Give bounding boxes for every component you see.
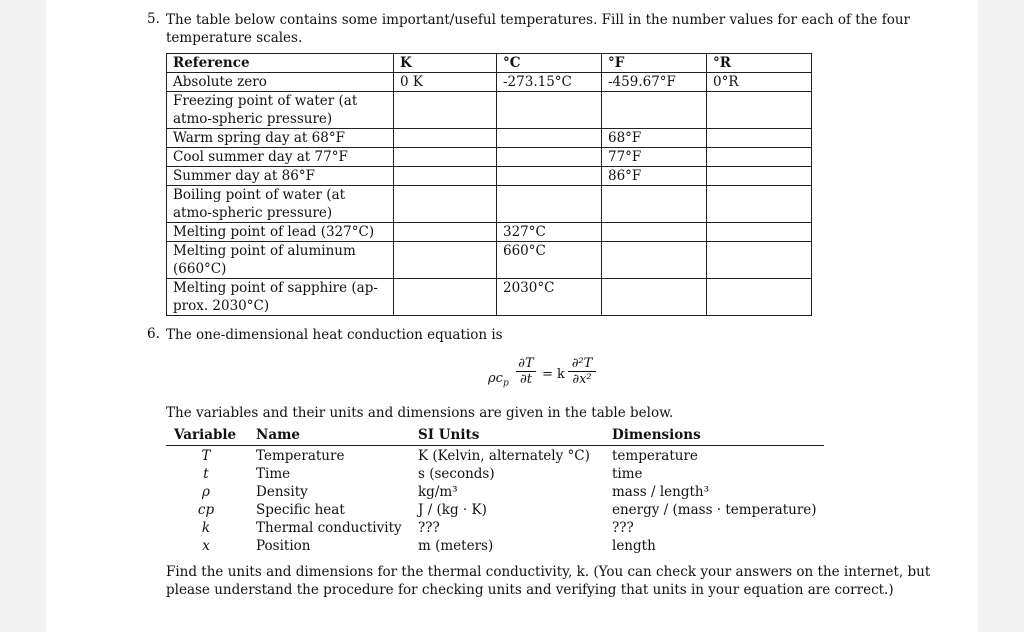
closing-paragraph: [166, 563, 966, 599]
variable-symbol: T: [201, 448, 211, 464]
variable-dims: mass / length³: [612, 484, 710, 500]
reference-cell: Melting point of lead (327°C): [167, 223, 394, 242]
kelvin-cell: [394, 186, 497, 223]
temperature-row: [167, 279, 812, 316]
variable-name: Position: [256, 538, 311, 554]
variable-symbol: ρ: [202, 484, 210, 500]
variable-row: [166, 483, 824, 501]
header-celsius: °C: [497, 54, 602, 73]
variable-dims: temperature: [612, 448, 698, 464]
variable-symbol: x: [202, 538, 210, 554]
kelvin-cell: [394, 167, 497, 186]
variable-name: Temperature: [256, 448, 345, 464]
rankine-cell: [707, 92, 812, 129]
reference-cell: Summer day at 86°F: [167, 167, 394, 186]
celsius-cell: 2030°C: [497, 279, 602, 316]
header-name: Name: [256, 427, 300, 443]
reference-cell: Cool summer day at 77°F: [167, 148, 394, 167]
equation-rhs-fraction: [568, 356, 596, 387]
variable-row: [166, 447, 824, 465]
equation-equals: = k: [542, 367, 565, 382]
variable-units: K (Kelvin, alternately °C): [418, 448, 590, 464]
closing-line-2: please understand the procedure for checking units and verifying that units in your equation are correct.): [166, 582, 894, 598]
rankine-cell: 0°R: [707, 73, 812, 92]
kelvin-cell: [394, 223, 497, 242]
kelvin-cell: 0 K: [394, 73, 497, 92]
variable-row: [166, 465, 824, 483]
question-5-number: 5.: [147, 11, 160, 27]
fahrenheit-cell: 77°F: [602, 148, 707, 167]
equation-rho-c: ρc: [488, 371, 503, 386]
kelvin-cell: [394, 242, 497, 279]
rankine-cell: [707, 148, 812, 167]
document-page: [46, 0, 978, 632]
equation-rhs-denominator: ∂x²: [572, 372, 592, 387]
celsius-cell: [497, 92, 602, 129]
equation-subscript-p: p: [502, 378, 509, 389]
variable-name: Specific heat: [256, 502, 345, 518]
equation-lhs-denominator: ∂t: [520, 372, 532, 387]
rankine-cell: [707, 223, 812, 242]
celsius-cell: [497, 148, 602, 167]
celsius-cell: -273.15°C: [497, 73, 602, 92]
fahrenheit-cell: [602, 92, 707, 129]
variable-dims: time: [612, 466, 643, 482]
rankine-cell: [707, 242, 812, 279]
reference-cell: Melting point of sapphire (ap-prox. 2030°C): [167, 279, 394, 316]
temperature-row: [167, 129, 812, 148]
reference-cell: Boiling point of water (at atmo-spheric pressure): [167, 186, 394, 223]
rankine-cell: [707, 167, 812, 186]
variable-row: [166, 501, 824, 519]
header-variable: Variable: [174, 427, 237, 443]
temperature-row: [167, 223, 812, 242]
temperature-row: [167, 148, 812, 167]
question-5-text: [166, 11, 956, 47]
fahrenheit-cell: [602, 223, 707, 242]
question-5-line-1: The table below contains some important/useful temperatures. Fill in the number values for each of the four: [166, 12, 910, 28]
equation-equals-k: [542, 367, 565, 382]
variable-name: Thermal conductivity: [256, 520, 402, 536]
fahrenheit-cell: [602, 279, 707, 316]
celsius-cell: 660°C: [497, 242, 602, 279]
fahrenheit-cell: 68°F: [602, 129, 707, 148]
temperature-table: [166, 53, 812, 316]
variable-units: ???: [418, 520, 440, 536]
variable-units: kg/m³: [418, 484, 458, 500]
reference-cell: Melting point of aluminum (660°C): [167, 242, 394, 279]
rankine-cell: [707, 186, 812, 223]
header-kelvin: K: [394, 54, 497, 73]
variables-table-header: [166, 427, 824, 446]
kelvin-cell: [394, 129, 497, 148]
variable-units: s (seconds): [418, 466, 495, 482]
equation-lhs-numerator: ∂T: [516, 356, 536, 372]
reference-cell: Absolute zero: [167, 73, 394, 92]
temperature-row: [167, 73, 812, 92]
variables-intro: The variables and their units and dimensions are given in the table below.: [166, 405, 674, 421]
variable-dims: ???: [612, 520, 634, 536]
variable-dims: length: [612, 538, 656, 554]
header-rankine: °R: [707, 54, 812, 73]
fahrenheit-cell: [602, 186, 707, 223]
temperature-row: [167, 92, 812, 129]
reference-cell: Warm spring day at 68°F: [167, 129, 394, 148]
kelvin-cell: [394, 148, 497, 167]
fahrenheit-cell: -459.67°F: [602, 73, 707, 92]
question-5-line-2: temperature scales.: [166, 30, 303, 46]
celsius-cell: [497, 186, 602, 223]
reference-cell: Freezing point of water (at atmo-spheric pressure): [167, 92, 394, 129]
equation-lhs-fraction: [516, 356, 536, 387]
variable-symbol: t: [203, 466, 209, 482]
variable-units: J / (kg · K): [418, 502, 487, 518]
equation-coefficient: [488, 371, 509, 389]
header-reference: Reference: [167, 54, 394, 73]
variable-units: m (meters): [418, 538, 494, 554]
question-6-number: 6.: [147, 326, 160, 342]
kelvin-cell: [394, 279, 497, 316]
header-dimensions: Dimensions: [612, 427, 701, 443]
rankine-cell: [707, 129, 812, 148]
variable-row: [166, 537, 824, 555]
rankine-cell: [707, 279, 812, 316]
kelvin-cell: [394, 92, 497, 129]
header-fahrenheit: °F: [602, 54, 707, 73]
temperature-row: [167, 167, 812, 186]
question-6-text: The one-dimensional heat conduction equation is: [166, 327, 503, 343]
temperature-table-header: [167, 54, 812, 73]
celsius-cell: [497, 129, 602, 148]
celsius-cell: [497, 167, 602, 186]
fahrenheit-cell: [602, 242, 707, 279]
temperature-row: [167, 242, 812, 279]
variable-row: [166, 519, 824, 537]
header-si-units: SI Units: [418, 427, 480, 443]
closing-line-1: Find the units and dimensions for the thermal conductivity, k. (You can check your answers on the internet, but: [166, 564, 931, 580]
variable-dims: energy / (mass · temperature): [612, 502, 817, 518]
equation-rhs-numerator: ∂²T: [568, 356, 596, 372]
variable-symbol: cp: [197, 502, 215, 518]
temperature-row: [167, 186, 812, 223]
variable-symbol: k: [201, 520, 211, 536]
fahrenheit-cell: 86°F: [602, 167, 707, 186]
celsius-cell: 327°C: [497, 223, 602, 242]
variable-name: Time: [256, 466, 291, 482]
variable-name: Density: [256, 484, 308, 500]
